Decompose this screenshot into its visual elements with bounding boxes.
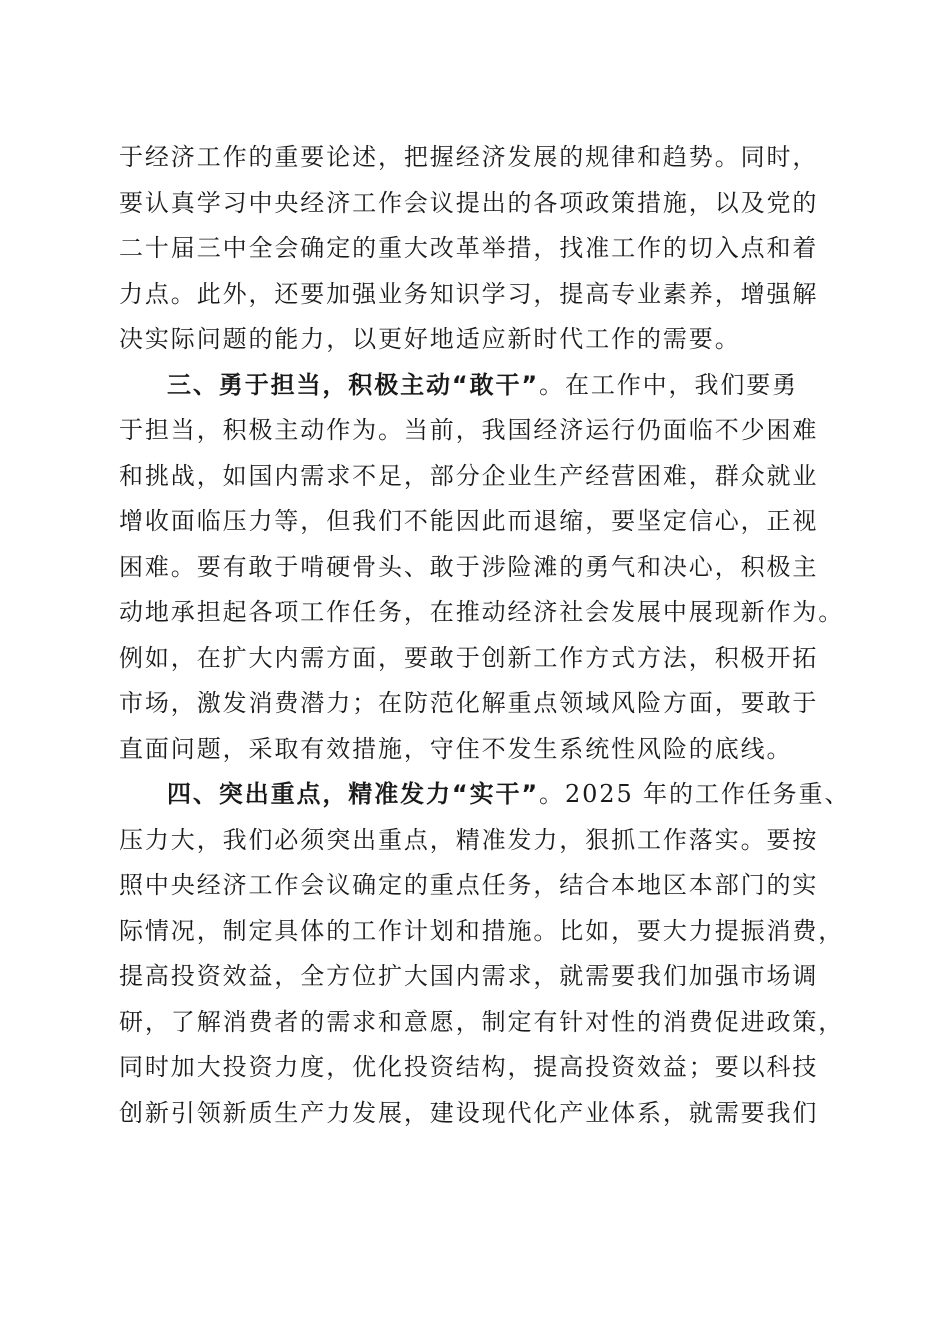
text-line: 动地承担起各项工作任务，在推动经济社会发展中展现新作为。 xyxy=(119,598,845,626)
section-three-lead-text: 。在工作中，我们要勇 xyxy=(539,370,799,399)
text-line: 直面问题，采取有效措施，守住不发生系统性风险的底线。 xyxy=(119,734,793,763)
text-line: 于经济工作的重要论述，把握经济发展的规律和趋势。同时， xyxy=(119,143,819,171)
text-line-first xyxy=(119,772,851,818)
text-line: 际情况，制定具体的工作计划和措施。比如，要大力提振消费， xyxy=(119,916,845,945)
text-line: 创新引领新质生产力发展，建设现代化产业体系，就需要我们 xyxy=(119,1098,819,1127)
text-line: 二十届三中全会确定的重大改革举措，找准工作的切入点和着 xyxy=(119,234,819,262)
paragraph-section-three xyxy=(119,363,845,773)
paragraph-economic-study xyxy=(119,135,837,363)
text-line: 于担当，积极主动作为。当前，我国经济运行仍面临不少困难 xyxy=(119,416,819,444)
text-line: 压力大，我们必须突出重点，精准发力，狠抓工作落实。要按 xyxy=(119,825,819,854)
text-line: 提高投资效益，全方位扩大国内需求，就需要我们加强市场调 xyxy=(119,962,819,990)
text-line: 同时加大投资力度，优化投资结构，提高投资效益；要以科技 xyxy=(119,1053,819,1081)
text-line: 要认真学习中央经济工作会议提出的各项政策措施，以及党的 xyxy=(119,188,819,217)
text-line: 研，了解消费者的需求和意愿，制定有针对性的消费促进政策， xyxy=(119,1007,845,1036)
paragraph-section-four xyxy=(119,772,851,1136)
text-line: 例如，在扩大内需方面，要敢于创新工作方式方法，积极开拓 xyxy=(119,643,819,672)
section-four-heading: 四、突出重点，精准发力“实干” xyxy=(167,780,540,808)
text-line-first xyxy=(119,363,837,409)
text-line: 和挑战，如国内需求不足，部分企业生产经营困难，群众就业 xyxy=(119,461,819,490)
document-body xyxy=(119,135,851,1136)
section-four-lead-text: 。2025 年的工作任务重、 xyxy=(539,780,851,808)
text-line: 决实际问题的能力，以更好地适应新时代工作的需要。 xyxy=(119,325,741,353)
text-line: 困难。要有敢于啃硬骨头、敢于涉险滩的勇气和决心，积极主 xyxy=(119,552,819,581)
text-line: 力点。此外，还要加强业务知识学习，提高专业素养，增强解 xyxy=(119,279,819,308)
section-three-heading: 三、勇于担当，积极主动“敢干” xyxy=(167,370,540,399)
text-line: 市场，激发消费潜力；在防范化解重点领域风险方面，要敢于 xyxy=(119,689,819,717)
text-line: 增收面临压力等，但我们不能因此而退缩，要坚定信心，正视 xyxy=(119,507,819,535)
text-line: 照中央经济工作会议确定的重点任务，结合本地区本部门的实 xyxy=(119,871,819,899)
